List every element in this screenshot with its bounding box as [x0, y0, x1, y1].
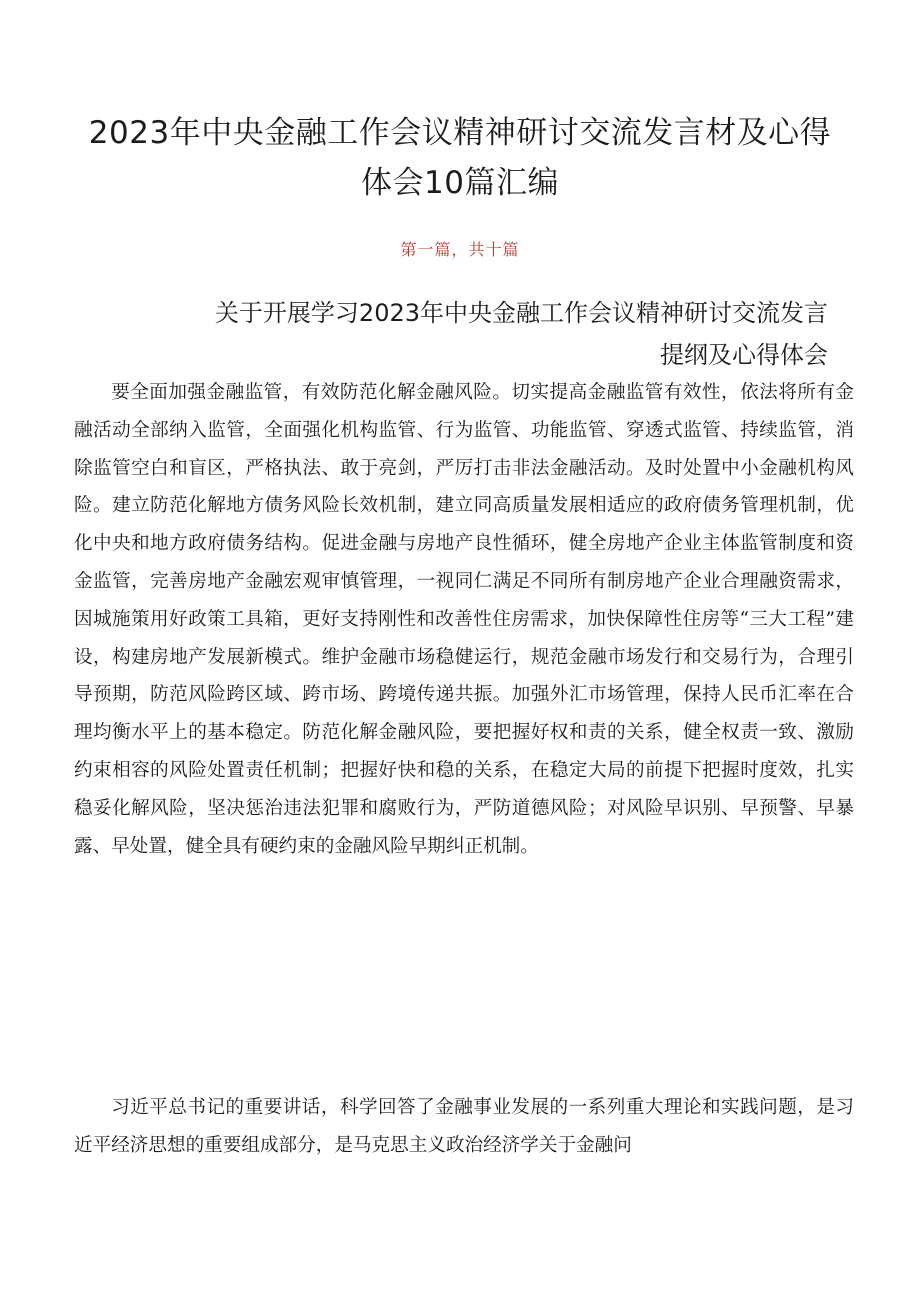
document-title [60, 108, 860, 208]
part-label: 第一篇，共十篇 [400, 240, 520, 259]
body-paragraph-2: 习近平总书记的重要讲话，科学回答了金融事业发展的一系列重大理论和实践问题，是习近平经济思想的重要组成部分，是马克思主义政治经济学关于金融问 [74, 1097, 854, 1156]
section-title-line-2: 提纲及心得体会 [660, 341, 828, 369]
section-title-line-1: 关于开展学习2023年中央金融工作会议精神研讨交流发言 [214, 299, 828, 327]
document-title-line-2: 体会10篇汇编 [361, 165, 559, 201]
document-title-line-1: 2023年中央金融工作会议精神研讨交流发言材及心得 [88, 115, 832, 151]
body-paragraph-1: 要全面加强金融监管，有效防范化解金融风险。切实提高金融监管有效性，依法将所有金融活动全部纳入监管，全面强化机构监管、行为监管、功能监管、穿透式监管、持续监管，消除监管空白和盲区，严格执法、敢于亮剑，严厉打击非法金融活动。及时处置中小金融机构风险。建立防范化解地方债务风险长效机制，建立同高质量发展相适应的政府债务管理机制，优化中央和地方政府债务结构。促进金融与房地产良性循环，健全房地产企业主体监管制度和资金监管，完善房地产金融宏观审慎管理，一视同仁满足不同所有制房地产企业合理融资需求，因城施策用好政策工具箱，更好支持刚性和改善性住房需求，加快保障性住房等“三大工程”建设，构建房地产发展新模式。维护金融市场稳健运行，规范金融市场发行和交易行为，合理引导预期，防范风险跨区域、跨市场、跨境传递共振。加强外汇市场管理，保持人民币汇率在合理均衡水平上的基本稳定。防范化解金融风险，要把握好权和责的关系，健全权责一致、激励约束相容的风险处置责任机制；把握好快和稳的关系，在稳定大局的前提下把握时度效，扎实稳妥化解风险，坚决惩治违法犯罪和腐败行为，严防道德风险；对风险早识别、早预警、早暴露、早处置，健全具有硬约束的金融风险早期纠正机制。 [74, 382, 854, 857]
section-title [108, 292, 828, 376]
